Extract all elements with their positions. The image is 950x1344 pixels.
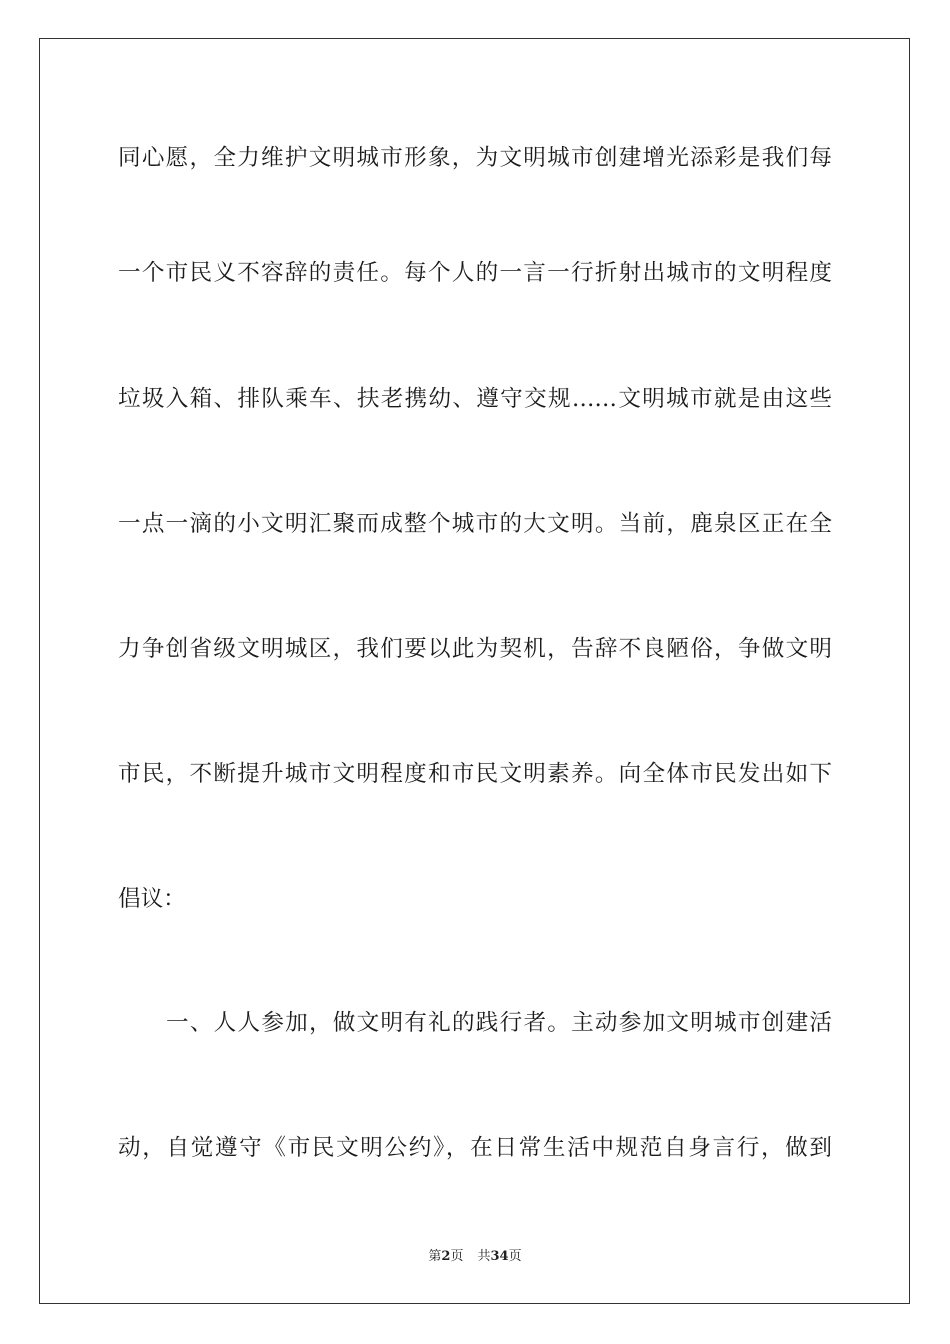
body-text-line-2: 一个市民义不容辞的责任。每个人的一言一行折射出城市的文明程度	[118, 260, 832, 286]
body-text-line-9: 动，自觉遵守《市民文明公约》，在日常生活中规范自身言行，做到	[118, 1135, 832, 1161]
page-footer	[0, 1248, 950, 1266]
page-border	[39, 38, 910, 1304]
body-text-line-6: 市民，不断提升城市文明程度和市民文明素养。向全体市民发出如下	[118, 761, 832, 787]
paragraph-start-line: 一、人人参加，做文明有礼的践行者。主动参加文明城市创建活	[166, 1010, 832, 1036]
total-pages: 34	[490, 1249, 509, 1264]
total-prefix: 共	[477, 1249, 491, 1264]
total-suffix: 页	[508, 1249, 522, 1264]
body-text-line-5: 力争创省级文明城区，我们要以此为契机，告辞不良陋俗，争做文明	[118, 636, 832, 662]
body-text-line-7: 倡议：	[118, 886, 186, 912]
page-suffix: 页	[450, 1249, 464, 1264]
page-number: 2	[441, 1249, 451, 1264]
body-text-line-4: 一点一滴的小文明汇聚而成整个城市的大文明。当前，鹿泉区正在全	[118, 511, 832, 537]
page-prefix: 第	[428, 1249, 442, 1264]
body-text-line-3: 垃圾入箱、排队乘车、扶老携幼、遵守交规……文明城市就是由这些	[118, 386, 832, 412]
body-text-line-1: 同心愿，全力维护文明城市形象，为文明城市创建增光添彩是我们每	[118, 145, 832, 171]
